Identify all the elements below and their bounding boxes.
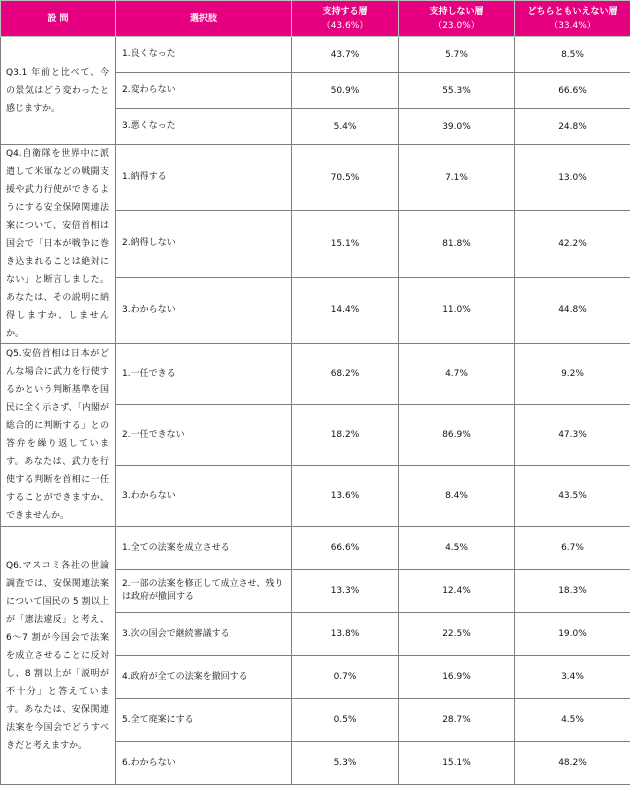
neither-value: 13.0% bbox=[515, 145, 630, 211]
option-cell: 5.全て廃案にする bbox=[116, 699, 292, 742]
neither-value: 8.5% bbox=[515, 37, 630, 73]
nonsupport-value: 11.0% bbox=[399, 277, 515, 343]
question-cell: Q4.自衛隊を世界中に派遣して米軍などの戦闘支援や武力行使ができるようにする安全保障関連法案について、安倍首相は国会で「日本が戦争に巻き込まれることは絶対にない」と断言しました。あなたは、その説明に納得しますか、しませんか。 bbox=[1, 145, 116, 344]
support-value: 70.5% bbox=[292, 145, 399, 211]
neither-value: 42.2% bbox=[515, 211, 630, 277]
nonsupport-value: 8.4% bbox=[399, 466, 515, 527]
header-support-label: 支持する層 bbox=[322, 6, 368, 17]
option-cell: 1.納得する bbox=[116, 145, 292, 211]
support-value: 14.4% bbox=[292, 277, 399, 343]
nonsupport-value: 22.5% bbox=[399, 613, 515, 656]
support-value: 50.9% bbox=[292, 73, 399, 109]
support-value: 13.6% bbox=[292, 466, 399, 527]
support-value: 15.1% bbox=[292, 211, 399, 277]
neither-value: 18.3% bbox=[515, 570, 630, 613]
nonsupport-value: 81.8% bbox=[399, 211, 515, 277]
option-cell: 1.全ての法案を成立させる bbox=[116, 527, 292, 570]
option-cell: 3.わからない bbox=[116, 466, 292, 527]
neither-value: 6.7% bbox=[515, 527, 630, 570]
header-neither bbox=[515, 1, 630, 37]
support-value: 5.4% bbox=[292, 109, 399, 145]
nonsupport-value: 16.9% bbox=[399, 656, 515, 699]
nonsupport-value: 86.9% bbox=[399, 405, 515, 466]
question-cell: Q3.1 年前と比べて、今の景気はどう変わったと感じますか。 bbox=[1, 37, 116, 145]
nonsupport-value: 4.7% bbox=[399, 344, 515, 405]
header-row bbox=[1, 1, 630, 37]
neither-value: 3.4% bbox=[515, 656, 630, 699]
table-row bbox=[1, 344, 630, 405]
support-value: 18.2% bbox=[292, 405, 399, 466]
option-cell: 3.悪くなった bbox=[116, 109, 292, 145]
header-neither-share: （33.4%） bbox=[549, 20, 596, 31]
nonsupport-value: 55.3% bbox=[399, 73, 515, 109]
nonsupport-value: 28.7% bbox=[399, 699, 515, 742]
neither-value: 4.5% bbox=[515, 699, 630, 742]
neither-value: 44.8% bbox=[515, 277, 630, 343]
support-value: 13.3% bbox=[292, 570, 399, 613]
nonsupport-value: 5.7% bbox=[399, 37, 515, 73]
nonsupport-value: 39.0% bbox=[399, 109, 515, 145]
option-cell: 4.政府が全ての法案を撤回する bbox=[116, 656, 292, 699]
table-row bbox=[1, 527, 630, 570]
support-value: 13.8% bbox=[292, 613, 399, 656]
neither-value: 19.0% bbox=[515, 613, 630, 656]
support-value: 0.5% bbox=[292, 699, 399, 742]
header-nonsupport-share: （23.0%） bbox=[433, 20, 480, 31]
option-cell: 3.わからない bbox=[116, 277, 292, 343]
header-option: 選択肢 bbox=[116, 1, 292, 37]
header-neither-label: どちらともいえない層 bbox=[527, 6, 618, 17]
neither-value: 43.5% bbox=[515, 466, 630, 527]
support-value: 43.7% bbox=[292, 37, 399, 73]
support-value: 66.6% bbox=[292, 527, 399, 570]
option-cell: 6.わからない bbox=[116, 742, 292, 785]
header-nonsupport-label: 支持しない層 bbox=[429, 6, 484, 17]
header-support bbox=[292, 1, 399, 37]
option-cell: 2.一部の法案を修正して成立させ、残りは政府が撤回する bbox=[116, 570, 292, 613]
option-cell: 3.次の国会で継続審議する bbox=[116, 613, 292, 656]
option-cell: 1.一任できる bbox=[116, 344, 292, 405]
neither-value: 9.2% bbox=[515, 344, 630, 405]
option-cell: 2.一任できない bbox=[116, 405, 292, 466]
support-value: 0.7% bbox=[292, 656, 399, 699]
table-row bbox=[1, 37, 630, 73]
nonsupport-value: 15.1% bbox=[399, 742, 515, 785]
nonsupport-value: 7.1% bbox=[399, 145, 515, 211]
header-question: 設 問 bbox=[1, 1, 116, 37]
neither-value: 66.6% bbox=[515, 73, 630, 109]
support-value: 5.3% bbox=[292, 742, 399, 785]
neither-value: 48.2% bbox=[515, 742, 630, 785]
question-cell: Q6.マスコミ各社の世論調査では、安保関連法案について国民の 5 割以上が「憲法違反」と考え、6～7 割が今国会で法案を成立させることに反対し、8 割以上が「説明が不十分」と答えています。あなたは、安保関連法案を今国会でどうすべきだと考えますか。 bbox=[1, 527, 116, 785]
option-cell: 2.納得しない bbox=[116, 211, 292, 277]
header-nonsupport bbox=[399, 1, 515, 37]
header-support-share: （43.6%） bbox=[321, 20, 369, 31]
nonsupport-value: 4.5% bbox=[399, 527, 515, 570]
table-row bbox=[1, 145, 630, 211]
nonsupport-value: 12.4% bbox=[399, 570, 515, 613]
neither-value: 47.3% bbox=[515, 405, 630, 466]
question-cell: Q5.安倍首相は日本がどんな場合に武力を行使するかという判断基準を国民に全く示さず、「内閣が総合的に判断する」との答弁を繰り返しています。あなたは、武力を行使する判断を首相に一任することができますか、できませんか。 bbox=[1, 344, 116, 527]
neither-value: 24.8% bbox=[515, 109, 630, 145]
option-cell: 2.変わらない bbox=[116, 73, 292, 109]
support-value: 68.2% bbox=[292, 344, 399, 405]
option-cell: 1.良くなった bbox=[116, 37, 292, 73]
